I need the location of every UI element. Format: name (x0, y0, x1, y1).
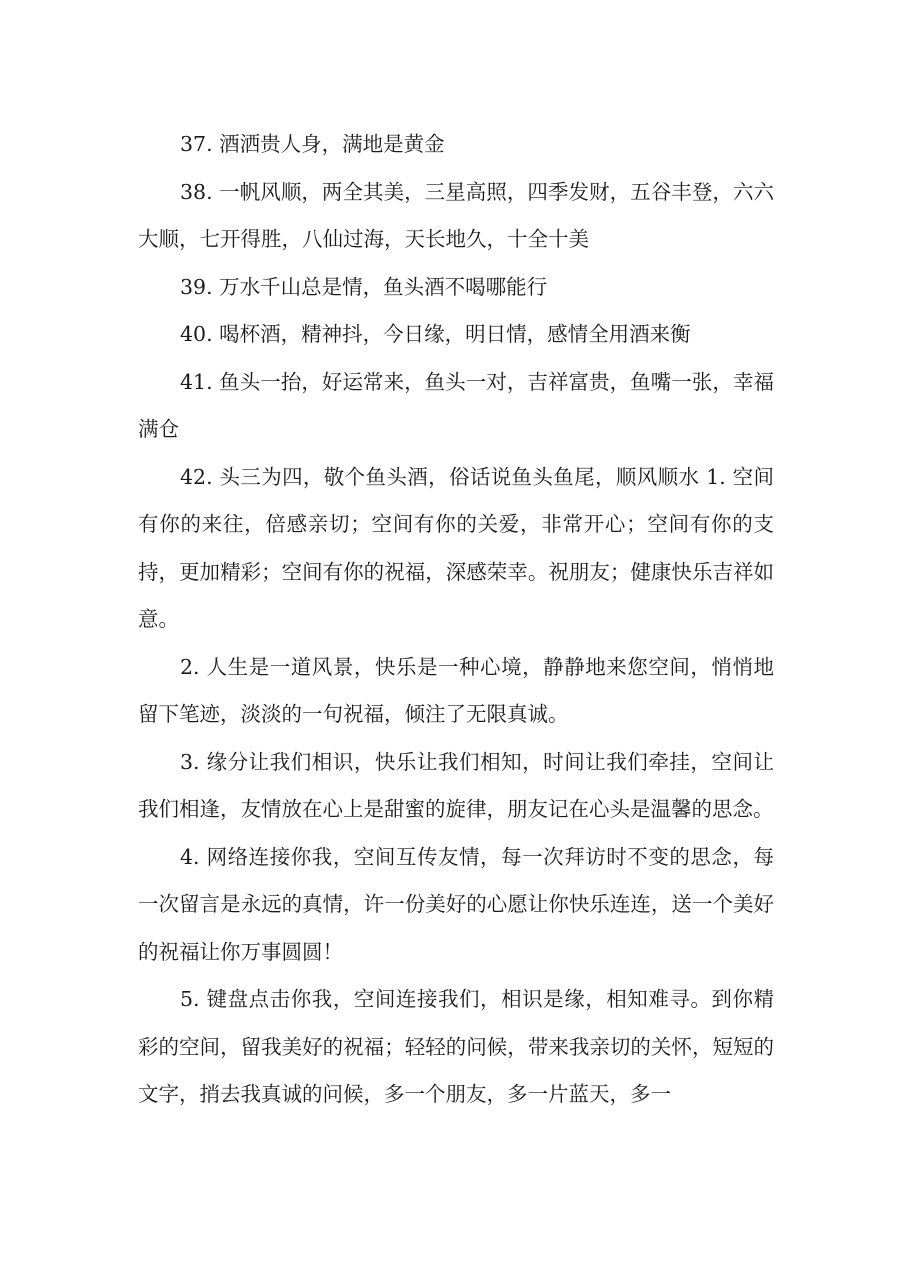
paragraph-2: 2. 人生是一道风景，快乐是一种心境，静静地来您空间，悄悄地留下笔迹，淡淡的一句祝福，倾注了无限真诚。 (138, 654, 774, 726)
paragraph-39: 39. 万水千山总是情，鱼头酒不喝哪能行 (180, 274, 548, 299)
document-page (138, 121, 774, 1119)
paragraph-3: 3. 缘分让我们相识，快乐让我们相知，时间让我们牵挂，空间让我们相逢，友情放在心上是甜蜜的旋律，朋友记在心头是温馨的思念。 (138, 749, 774, 821)
paragraph-40: 40. 喝杯酒，精神抖，今日缘，明日情，感情全用酒来衡 (180, 322, 691, 346)
paragraph-4: 4. 网络连接你我，空间互传友情，每一次拜访时不变的思念，每一次留言是永远的真情，许一份美好的心愿让你快乐连连，送一个美好的祝福让你万事圆圆！ (138, 844, 774, 964)
paragraph-5: 5. 键盘点击你我，空间连接我们，相识是缘，相知难寻。到你精彩的空间，留我美好的祝福；轻轻的问候，带来我亲切的关怀，短短的文字，捎去我真诚的问候，多一个朋友，多一片蓝天，多一 (138, 987, 774, 1106)
paragraph-37: 37. 酒洒贵人身，满地是黄金 (180, 132, 445, 156)
paragraph-42: 42. 头三为四，敬个鱼头酒，俗话说鱼头鱼尾，顺风顺水 1. 空间有你的来往，倍感亲切；空间有你的关爱，非常开心；空间有你的支持，更加精彩；空间有你的祝福，深感荣幸。祝朋友；健康快乐吉祥如意。 (138, 464, 774, 631)
paragraph-41: 41. 鱼头一抬，好运常来，鱼头一对，吉祥富贵，鱼嘴一张，幸福满仓 (138, 369, 774, 441)
paragraph-38: 38. 一帆风顺，两全其美，三星高照，四季发财，五谷丰登，六六大顺，七开得胜，八仙过海，天长地久，十全十美 (138, 179, 774, 251)
